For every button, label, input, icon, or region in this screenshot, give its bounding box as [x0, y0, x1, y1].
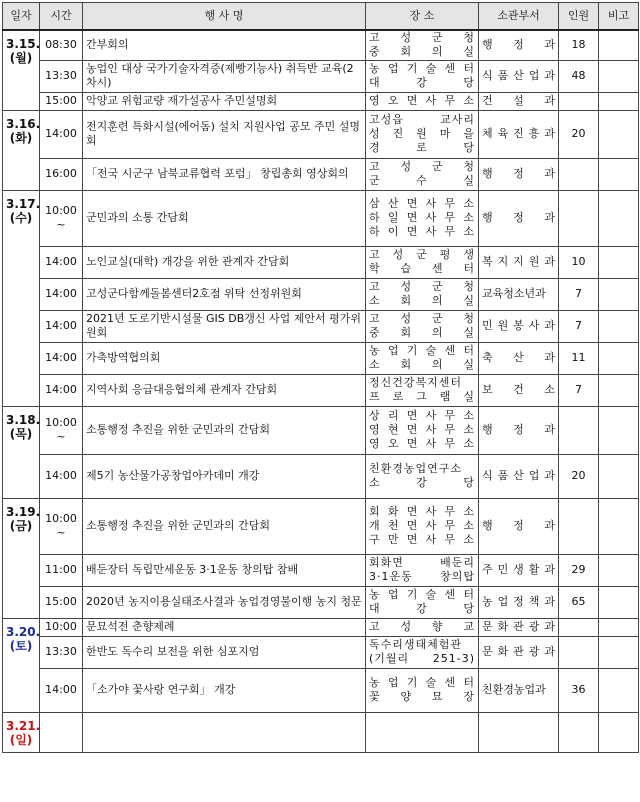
place-line: 3·1운동 창의탑 [369, 570, 475, 583]
attendee-count-cell: 7 [559, 310, 599, 342]
place-line: 삼 산 면 사 무 소 [369, 197, 475, 210]
header-place: 장 소 [366, 3, 479, 31]
table-row [3, 60, 639, 92]
department-cell: 문 화 관 광 과 [479, 636, 559, 668]
place-line: 개 천 면 사 무 소 [369, 519, 475, 532]
place-line: 정신건강복지센터 [369, 376, 463, 389]
department-cell: 행 정 과 [479, 30, 559, 60]
time-cell: 14:00 [40, 342, 83, 374]
place-cell [366, 554, 479, 586]
event-name-cell: 전지훈련 특화시설(에어돔) 설치 지원사업 공모 주민 설명회 [83, 110, 366, 158]
place-cell [366, 498, 479, 554]
place-line: 소 회 의 실 [369, 358, 475, 371]
attendee-count-cell [559, 190, 599, 246]
attendee-count-cell: 36 [559, 668, 599, 712]
table-row [3, 190, 639, 246]
note-cell [599, 246, 639, 278]
place-line: 대 강 당 [369, 76, 475, 89]
event-name-cell: 「전국 시군구 남북교류협력 포럼」 창립총회 영상회의 [83, 158, 366, 190]
date-cell [3, 618, 40, 712]
event-name-cell: 「소가야 꽃사랑 연구회」 개강 [83, 668, 366, 712]
department-cell: 농 업 정 책 과 [479, 586, 559, 618]
date-label: 3.20. [6, 624, 41, 639]
note-cell [599, 278, 639, 310]
date-label: 3.21. [6, 718, 41, 733]
time-cell: 14:00 [40, 278, 83, 310]
note-cell [599, 554, 639, 586]
event-name-cell: 제5기 농산물가공창업아카데미 개강 [83, 454, 366, 498]
event-name-cell: 소통행정 추진을 위한 군민과의 간담회 [83, 498, 366, 554]
place-line: 하 이 면 사 무 소 [369, 225, 475, 238]
event-name-cell: 군민과의 소통 간담회 [83, 190, 366, 246]
time-cell: 08:30 [40, 30, 83, 60]
place-cell [366, 110, 479, 158]
department-cell: 행 정 과 [479, 498, 559, 554]
place-cell [366, 668, 479, 712]
place-line: 고 성 향 교 [369, 620, 475, 633]
table-row [3, 498, 639, 554]
table-row [3, 406, 639, 454]
header-row [3, 3, 639, 31]
department-cell: 주 민 생 활 과 [479, 554, 559, 586]
table-row [3, 454, 639, 498]
date-label: 3.19. [6, 504, 41, 519]
header-count: 인원 [559, 3, 599, 31]
attendee-count-cell: 20 [559, 110, 599, 158]
event-name-cell: 지역사회 응급대응협의체 관계자 간담회 [83, 374, 366, 406]
department-cell: 민 원 봉 사 과 [479, 310, 559, 342]
place-cell [366, 310, 479, 342]
note-cell [599, 110, 639, 158]
event-name-cell: 소통행정 추진을 위한 군민과의 간담회 [83, 406, 366, 454]
event-name-cell: 노인교실(대학) 개강을 위한 관계자 간담회 [83, 246, 366, 278]
time-cell: 14:00 [40, 668, 83, 712]
table-row [3, 668, 639, 712]
header-time: 시간 [40, 3, 83, 31]
place-cell [366, 618, 479, 636]
department-cell: 행 정 과 [479, 158, 559, 190]
department-cell: 문 화 관 광 과 [479, 618, 559, 636]
place-cell [366, 406, 479, 454]
note-cell [599, 92, 639, 110]
place-line: 상 리 면 사 무 소 [369, 409, 475, 422]
place-cell [366, 158, 479, 190]
event-name-cell: 가축방역협의회 [83, 342, 366, 374]
weekday-label: (일) [9, 732, 33, 747]
place-line: 프 로 그 램 실 [369, 390, 475, 403]
place-line: 고 성 군 평 생 [369, 248, 475, 261]
time-cell [40, 712, 83, 752]
place-cell [366, 60, 479, 92]
place-cell [366, 374, 479, 406]
time-cell: 14:00 [40, 374, 83, 406]
event-name-cell: 간부회의 [83, 30, 366, 60]
event-name-cell: 악양교 위험교량 재가설공사 주민설명회 [83, 92, 366, 110]
department-cell: 식 품 산 업 과 [479, 454, 559, 498]
note-cell [599, 498, 639, 554]
table-row [3, 278, 639, 310]
schedule-table [2, 2, 639, 753]
department-cell: 행 정 과 [479, 406, 559, 454]
attendee-count-cell: 7 [559, 374, 599, 406]
event-name-cell: 고성군다함께돌봄센터2호점 위탁 선정위원회 [83, 278, 366, 310]
table-row [3, 586, 639, 618]
place-line: 경 로 당 [369, 141, 475, 154]
place-cell [366, 636, 479, 668]
note-cell [599, 586, 639, 618]
attendee-count-cell: 11 [559, 342, 599, 374]
event-name-cell: 농업인 대상 국가기술자격증(제빵기능사) 취득반 교육(2차시) [83, 60, 366, 92]
date-cell [3, 406, 40, 498]
event-name-cell [83, 712, 366, 752]
note-cell [599, 374, 639, 406]
place-cell [366, 30, 479, 60]
header-dept: 소관부서 [479, 3, 559, 31]
table-row [3, 310, 639, 342]
date-label: 3.16. [6, 116, 41, 131]
table-row [3, 110, 639, 158]
time-cell: 10:00 [40, 618, 83, 636]
attendee-count-cell [559, 636, 599, 668]
place-cell [366, 712, 479, 752]
attendee-count-cell [559, 498, 599, 554]
place-line: 영 현 면 사 무 소 [369, 423, 475, 436]
place-line: 군 수 실 [369, 174, 475, 187]
place-line: 하 일 면 사 무 소 [369, 211, 475, 224]
place-line: 회 화 면 사 무 소 [369, 505, 475, 518]
note-cell [599, 454, 639, 498]
place-cell [366, 586, 479, 618]
attendee-count-cell [559, 92, 599, 110]
place-cell [366, 342, 479, 374]
table-row [3, 712, 639, 752]
date-cell [3, 190, 40, 406]
note-cell [599, 342, 639, 374]
time-cell: 10:00 ~ [40, 498, 83, 554]
attendee-count-cell [559, 712, 599, 752]
note-cell [599, 668, 639, 712]
place-cell [366, 190, 479, 246]
department-cell: 복 지 지 원 과 [479, 246, 559, 278]
time-cell: 14:00 [40, 110, 83, 158]
attendee-count-cell [559, 158, 599, 190]
table-row [3, 30, 639, 60]
place-line: 중 회 의 실 [369, 326, 475, 339]
place-line: 구 만 면 사 무 소 [369, 533, 475, 546]
note-cell [599, 60, 639, 92]
table-row [3, 92, 639, 110]
department-cell: 교육청소년과 [479, 278, 559, 310]
time-cell: 16:00 [40, 158, 83, 190]
time-cell: 13:30 [40, 636, 83, 668]
department-cell: 보 건 소 [479, 374, 559, 406]
weekday-label: (목) [9, 426, 33, 441]
place-line: 고 성 군 청 [369, 280, 475, 293]
department-cell: 행 정 과 [479, 190, 559, 246]
department-cell: 축 산 과 [479, 342, 559, 374]
date-cell [3, 712, 40, 752]
place-line: 회화면 배둔리 [369, 556, 475, 569]
note-cell [599, 310, 639, 342]
place-line: 소 강 당 [369, 476, 475, 489]
attendee-count-cell: 7 [559, 278, 599, 310]
weekday-label: (금) [9, 518, 33, 533]
date-label: 3.18. [6, 412, 41, 427]
event-name-cell: 문묘석전 춘향제례 [83, 618, 366, 636]
weekday-label: (수) [9, 210, 33, 225]
time-cell: 13:30 [40, 60, 83, 92]
table-row [3, 554, 639, 586]
place-line: 고성읍 교사리 [369, 113, 475, 126]
place-cell [366, 92, 479, 110]
date-label: 3.17. [6, 196, 41, 211]
department-cell [479, 712, 559, 752]
attendee-count-cell [559, 406, 599, 454]
department-cell: 체 육 진 흥 과 [479, 110, 559, 158]
place-line: 농 업 기 술 센 터 [369, 588, 475, 601]
time-cell: 14:00 [40, 454, 83, 498]
note-cell [599, 712, 639, 752]
place-line: 중 회 의 실 [369, 45, 475, 59]
department-cell: 건 설 과 [479, 92, 559, 110]
time-cell: 14:00 [40, 310, 83, 342]
place-line: 고 성 군 청 [369, 312, 475, 325]
event-name-cell: 2020년 농지이용실태조사결과 농업경영불이행 농지 청문 [83, 586, 366, 618]
place-line: 독수리생태체험관 [369, 638, 463, 651]
weekday-label: (월) [9, 51, 33, 65]
event-name-cell: 한반도 독수리 보전을 위한 심포지엄 [83, 636, 366, 668]
place-line: 학 습 센 터 [369, 262, 475, 275]
place-line: 대 강 당 [369, 602, 475, 615]
place-line: 고 성 군 청 [369, 160, 475, 173]
header-date: 일자 [3, 3, 40, 31]
note-cell [599, 30, 639, 60]
attendee-count-cell: 10 [559, 246, 599, 278]
time-cell: 15:00 [40, 586, 83, 618]
place-line: 꽃 양 묘 장 [369, 690, 475, 703]
date-cell [3, 30, 40, 110]
header-note: 비고 [599, 3, 639, 31]
table-row [3, 158, 639, 190]
place-cell [366, 278, 479, 310]
place-line: 고 성 군 청 [369, 31, 475, 45]
note-cell [599, 636, 639, 668]
table-row [3, 636, 639, 668]
attendee-count-cell: 18 [559, 30, 599, 60]
header-event: 행 사 명 [83, 3, 366, 31]
attendee-count-cell: 20 [559, 454, 599, 498]
event-name-cell: 2021년 도로기반시설물 GIS DB갱신 사업 제안서 평가위원회 [83, 310, 366, 342]
attendee-count-cell: 65 [559, 586, 599, 618]
attendee-count-cell: 48 [559, 60, 599, 92]
place-line: 농 업 기 술 센 터 [369, 344, 475, 357]
time-cell: 15:00 [40, 92, 83, 110]
attendee-count-cell [559, 618, 599, 636]
note-cell [599, 190, 639, 246]
place-line: 농 업 기 술 센 터 [369, 676, 475, 689]
time-cell: 10:00 ~ [40, 190, 83, 246]
note-cell [599, 618, 639, 636]
place-line: 영 오 면 사 무 소 [369, 94, 475, 107]
table-row [3, 246, 639, 278]
note-cell [599, 406, 639, 454]
date-cell [3, 110, 40, 190]
place-cell [366, 454, 479, 498]
department-cell: 친환경농업과 [479, 668, 559, 712]
place-line: 농 업 기 술 센 터 [369, 62, 475, 75]
weekday-label: (토) [9, 638, 33, 653]
note-cell [599, 158, 639, 190]
table-row [3, 374, 639, 406]
attendee-count-cell: 29 [559, 554, 599, 586]
time-cell: 14:00 [40, 246, 83, 278]
place-line: 영 오 면 사 무 소 [369, 437, 475, 450]
place-line: 성 진 원 마 을 [369, 127, 475, 140]
place-cell [366, 246, 479, 278]
table-row [3, 618, 639, 636]
event-name-cell: 배둔장터 독립만세운동 3·1운동 창의탑 참배 [83, 554, 366, 586]
place-line: 소 회 의 실 [369, 294, 475, 307]
place-line: 친환경농업연구소 [369, 462, 463, 475]
time-cell: 11:00 [40, 554, 83, 586]
date-cell [3, 498, 40, 618]
date-label: 3.15. [6, 37, 41, 51]
table-row [3, 342, 639, 374]
time-cell: 10:00 ~ [40, 406, 83, 454]
place-line: (기월리 251-3) [369, 652, 475, 665]
weekday-label: (화) [9, 130, 33, 145]
department-cell: 식 품 산 업 과 [479, 60, 559, 92]
